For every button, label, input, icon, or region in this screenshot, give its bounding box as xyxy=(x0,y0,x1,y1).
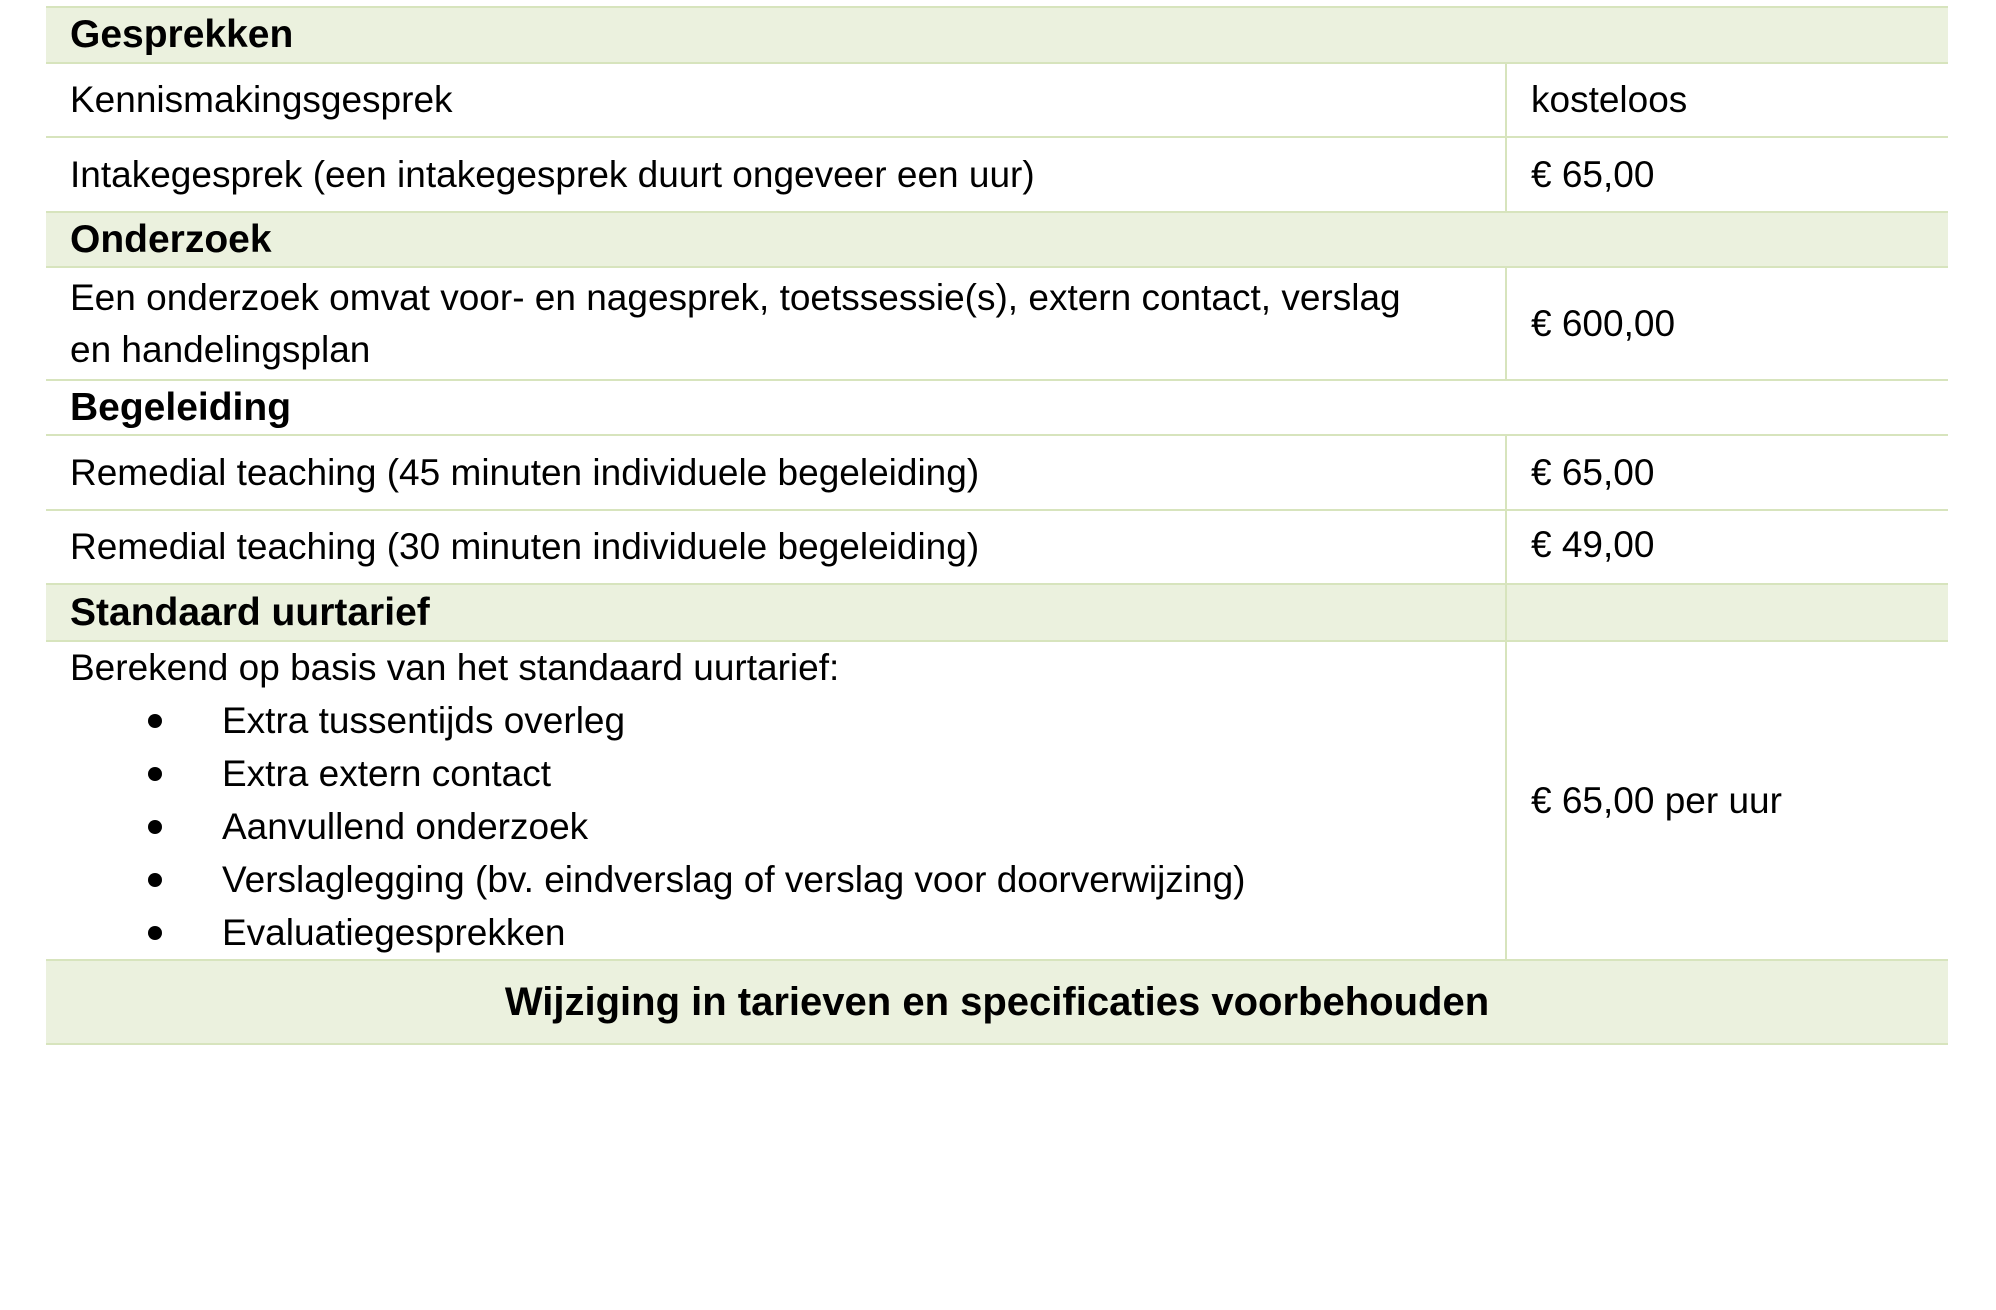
bullet-icon xyxy=(148,873,162,887)
list-item-text: Extra extern contact xyxy=(222,753,552,794)
row-label: Remedial teaching (45 minuten individuele begeleiding) xyxy=(46,435,1506,510)
footer-row xyxy=(46,960,1948,1044)
list-item xyxy=(70,800,1481,853)
section-header-gesprekken xyxy=(46,7,1948,63)
table-row xyxy=(46,267,1948,380)
row-label-line: Een onderzoek omvat voor- en nagesprek, toetssessie(s), extern contact, verslag xyxy=(70,276,1401,318)
row-price: € 600,00 xyxy=(1506,267,1948,380)
section-title: Begeleiding xyxy=(46,380,1948,435)
row-price: € 65,00 xyxy=(1506,137,1948,212)
row-label: Remedial teaching (30 minuten individuele begeleiding) xyxy=(46,510,1506,584)
bullet-icon xyxy=(148,714,162,728)
section-header-onderzoek xyxy=(46,212,1948,267)
table-row xyxy=(46,137,1948,212)
list-item-text: Verslaglegging (bv. eindverslag of verslag voor doorverwijzing) xyxy=(222,859,1246,900)
list-item-text: Aanvullend onderzoek xyxy=(222,806,589,847)
row-label: Kennismakingsgesprek xyxy=(46,63,1506,137)
list-item xyxy=(70,853,1481,906)
list-item xyxy=(70,694,1481,747)
table-row xyxy=(46,510,1948,584)
table-row xyxy=(46,435,1948,510)
row-label xyxy=(46,267,1506,380)
row-label-line: en handelingsplan xyxy=(70,328,371,370)
uurtarief-list xyxy=(70,694,1481,959)
bullet-icon xyxy=(148,767,162,781)
row-price: € 65,00 per uur xyxy=(1506,641,1948,960)
tarieven-table xyxy=(46,6,1948,1045)
table-row xyxy=(46,63,1948,137)
uurtarief-intro: Berekend op basis van het standaard uurtarief: xyxy=(70,647,840,688)
list-item-text: Extra tussentijds overleg xyxy=(222,700,626,741)
section-header-begeleiding xyxy=(46,380,1948,435)
section-title: Onderzoek xyxy=(46,212,1948,267)
row-price: € 49,00 xyxy=(1506,510,1948,584)
section-header-uurtarief xyxy=(46,584,1948,641)
section-title-empty xyxy=(1506,584,1948,641)
row-label: Intakegesprek (een intakegesprek duurt ongeveer een uur) xyxy=(46,137,1506,212)
row-label xyxy=(46,641,1506,960)
row-price: € 65,00 xyxy=(1506,435,1948,510)
footer-note: Wijziging in tarieven en specificaties voorbehouden xyxy=(46,960,1948,1044)
bullet-icon xyxy=(148,926,162,940)
list-item-text: Evaluatiegesprekken xyxy=(222,912,566,953)
section-title: Standaard uurtarief xyxy=(46,584,1506,641)
section-title: Gesprekken xyxy=(46,7,1948,63)
list-item xyxy=(70,906,1481,959)
table-row xyxy=(46,641,1948,960)
row-price: kosteloos xyxy=(1506,63,1948,137)
bullet-icon xyxy=(148,820,162,834)
list-item xyxy=(70,747,1481,800)
